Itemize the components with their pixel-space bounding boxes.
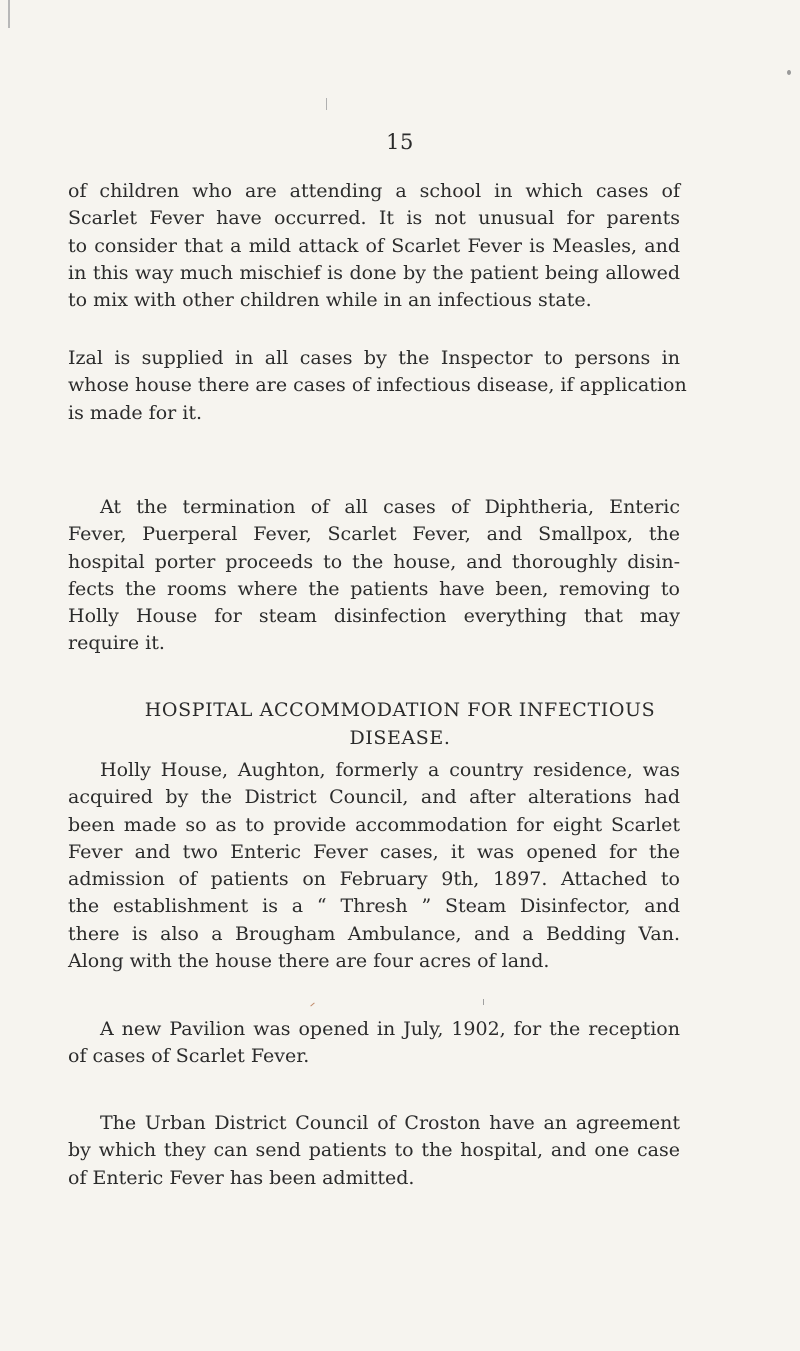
heading-line: DISEASE. bbox=[349, 727, 451, 749]
heading-line: HOSPITAL ACCOMMODATION FOR INFECTIOUS bbox=[144, 699, 656, 721]
text-line: been made so as to provide accommodation for eight Scarlet bbox=[68, 813, 680, 836]
text-line: to consider that a mild attack of Scarlet Fever is Measles, and bbox=[68, 234, 680, 257]
text-line: Fever and two Enteric Fever cases, it was opened for the bbox=[68, 840, 680, 863]
paragraph-2 bbox=[68, 345, 687, 427]
text-line: Fever, Puerperal Fever, Scarlet Fever, and Smallpox, the bbox=[68, 523, 680, 546]
text-line: whose house there are cases of infectious disease, if application bbox=[68, 374, 687, 397]
text-line: of children who are attending a school in which cases of bbox=[68, 180, 680, 202]
text-line: Holly House, Aughton, formerly a country residence, was bbox=[100, 759, 680, 781]
section-paragraph-2 bbox=[68, 1016, 680, 1071]
scan-speck bbox=[483, 999, 484, 1005]
scan-speck bbox=[8, 0, 10, 28]
text-line: hospital porter proceeds to the house, and thoroughly disin- bbox=[68, 550, 680, 573]
section-heading bbox=[0, 696, 800, 752]
text-line: Izal is supplied in all cases by the Inspector to persons in bbox=[68, 347, 680, 369]
text-line: admission of patients on February 9th, 1897. Attached to bbox=[68, 868, 680, 891]
text-line: At the termination of all cases of Diphtheria, Enteric bbox=[100, 496, 680, 518]
text-line: by which they can send patients to the hospital, and one case bbox=[68, 1139, 680, 1162]
scan-speck bbox=[326, 98, 327, 110]
text-line: Along with the house there are four acres of land. bbox=[68, 950, 550, 973]
text-line: Scarlet Fever have occurred. It is not unusual for parents bbox=[68, 207, 680, 230]
text-line: acquired by the District Council, and after alterations had bbox=[68, 786, 680, 809]
text-line: the establishment is a “ Thresh ” Steam Disinfector, and bbox=[68, 895, 680, 918]
text-line: of cases of Scarlet Fever. bbox=[68, 1045, 310, 1068]
scan-speck bbox=[787, 70, 791, 75]
paragraph-3 bbox=[68, 494, 680, 658]
section-paragraph-3 bbox=[68, 1110, 680, 1192]
text-line: of Enteric Fever has been admitted. bbox=[68, 1166, 415, 1189]
text-line: to mix with other children while in an infectious state. bbox=[68, 289, 592, 312]
text-line: there is also a Brougham Ambulance, and a Bedding Van. bbox=[68, 922, 680, 945]
text-line: is made for it. bbox=[68, 401, 203, 424]
text-line: A new Pavilion was opened in July, 1902, for the reception bbox=[100, 1018, 680, 1040]
scan-speck bbox=[310, 1003, 314, 1007]
text-line: in this way much mischief is done by the patient being allowed bbox=[68, 261, 680, 284]
text-line: Holly House for steam disinfection everything that may bbox=[68, 605, 680, 628]
page-number: 15 bbox=[386, 130, 414, 154]
text-line: require it. bbox=[68, 632, 165, 655]
section-paragraph-1 bbox=[68, 757, 680, 975]
text-line: fects the rooms where the patients have been, removing to bbox=[68, 577, 680, 600]
text-line: The Urban District Council of Croston have an agreement bbox=[100, 1112, 680, 1134]
paragraph-1 bbox=[68, 178, 680, 314]
